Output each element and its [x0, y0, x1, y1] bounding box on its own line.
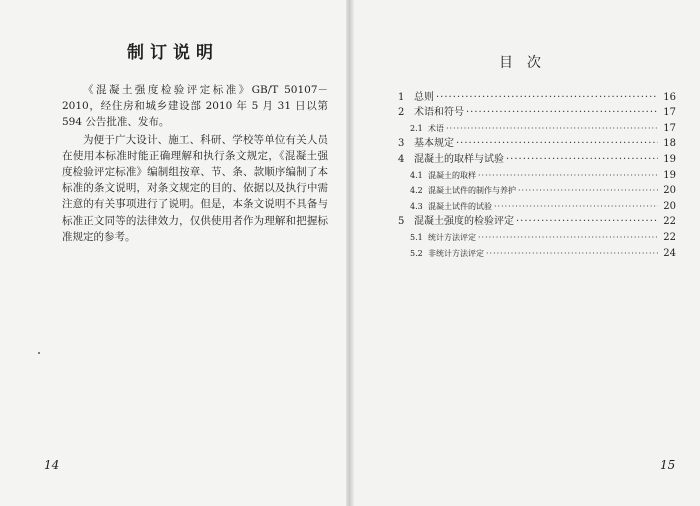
toc-entry-number: 2.1 [410, 123, 423, 133]
toc-subentry[interactable] [398, 119, 676, 135]
toc-entry-title: 混凝土的取样 [428, 170, 476, 180]
toc-leader-dots [494, 200, 658, 213]
toc-entry-page: 18 [663, 138, 676, 150]
toc-entry[interactable] [398, 88, 676, 104]
toc-entry-title: 术语 [428, 123, 444, 133]
toc-subentry[interactable] [398, 244, 676, 260]
toc-entry-number: 4.3 [410, 201, 423, 211]
table-of-contents [398, 88, 676, 260]
toc-entry-page: 22 [663, 216, 676, 228]
toc-entry-title: 非统计方法评定 [428, 248, 484, 258]
toc-entry[interactable] [398, 104, 676, 120]
toc-entry-number: 4.1 [410, 170, 423, 180]
toc-entry[interactable] [398, 150, 676, 166]
toc-entry-page: 24 [663, 247, 676, 259]
toc-entry-page: 20 [663, 185, 676, 197]
toc-leader-dots [516, 215, 658, 228]
toc-entry-number: 3 [398, 138, 405, 150]
explanation-text [62, 82, 328, 245]
toc-subentry[interactable] [398, 197, 676, 213]
toc-leader-dots [466, 106, 658, 119]
toc-leader-dots [436, 91, 658, 104]
toc-entry-number: 4.2 [410, 186, 423, 196]
toc-leader-dots [506, 153, 658, 166]
toc-entry-page: 19 [663, 169, 676, 181]
left-page-title: 制订说明 [127, 43, 219, 63]
toc-leader-dots [478, 231, 658, 244]
toc-entry-page: 17 [663, 122, 676, 134]
left-page [0, 0, 346, 506]
toc-entry-page: 16 [663, 91, 676, 103]
toc-leader-dots [456, 137, 658, 150]
toc-subentry[interactable] [398, 228, 676, 244]
toc-entry-page: 17 [663, 107, 676, 119]
toc-entry-page: 22 [663, 231, 676, 243]
toc-entry-title: 总则 [414, 91, 434, 103]
toc-entry-title: 混凝土强度的检验评定 [414, 216, 514, 228]
toc-entry-title: 混凝土试件的制作与养护 [428, 186, 516, 196]
toc-entry-page: 20 [663, 200, 676, 212]
toc-entry-number: 4 [398, 153, 405, 165]
right-page-number: 15 [660, 458, 676, 472]
toc-leader-dots [478, 169, 658, 182]
book-gutter [346, 0, 354, 506]
toc-entry[interactable] [398, 135, 676, 151]
toc-entry-title: 基本规定 [414, 138, 454, 150]
toc-leader-dots [446, 122, 658, 135]
toc-entry-title: 混凝土试件的试验 [428, 201, 492, 211]
toc-entry-title: 术语和符号 [414, 107, 464, 119]
toc-subentry[interactable] [398, 166, 676, 182]
toc-entry-number: 5.2 [410, 248, 423, 258]
paragraph-1: 《混凝土强度检验评定标准》GB/T 50107－2010，经住房和城乡建设部 2010 年 5 月 31 日以第 594 公告批准、发布。 [62, 84, 328, 129]
toc-entry-number: 1 [398, 91, 405, 103]
toc-leader-dots [486, 247, 658, 260]
toc-title: 目次 [499, 55, 555, 71]
toc-entry-number: 5.1 [410, 232, 423, 242]
toc-leader-dots [518, 184, 658, 197]
toc-entry-title: 混凝土的取样与试验 [414, 153, 504, 165]
toc-entry-number: 5 [398, 216, 405, 228]
toc-subentry[interactable] [398, 182, 676, 198]
toc-entry-title: 统计方法评定 [428, 232, 476, 242]
scan-speck [38, 352, 40, 354]
toc-entry-number: 2 [398, 107, 405, 119]
left-page-number: 14 [44, 458, 60, 472]
toc-entry-page: 19 [663, 153, 676, 165]
paragraph-2: 为便于广大设计、施工、科研、学校等单位有关人员在使用本标准时能正确理解和执行条文规定，《混凝土强度检验评定标准》编制组按章、节、条、款顺序编制了本标准的条文说明，对条文规定的目的、依据以及执行中需注意的有关事项进行了说明。但是，本条文说明不具备与标准正文同等的法律效力，仅供使用者作为理解和把握标准规定的参考。 [62, 133, 328, 243]
toc-entry[interactable] [398, 213, 676, 229]
